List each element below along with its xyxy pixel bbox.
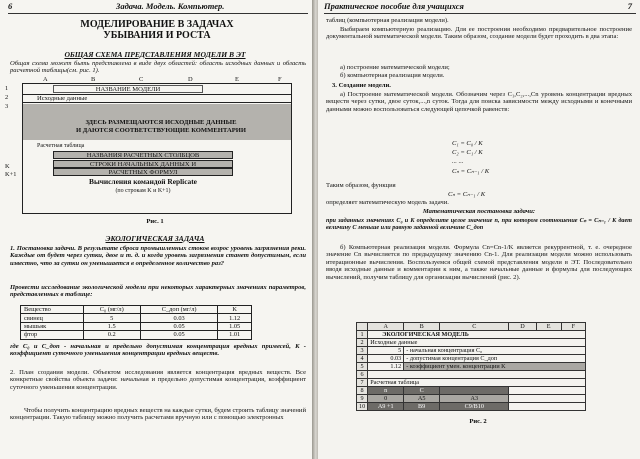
fig2-k-comment: - коэффициент умен. концентрации K (404, 363, 586, 371)
fig2-k-value: 1.12 (368, 363, 404, 371)
table-row (357, 339, 586, 347)
where-paragraph: где C₀ и C_доп - начальная и предельно допустимая концентрация вредных примесей, K - коэффициент суточного уменьшения концентрации вредных веществ. (10, 343, 306, 358)
fig1-col-c: C (139, 76, 144, 83)
value-cell: 0.05 (140, 322, 217, 330)
fig1-replicate: Вычисления командой Replicate (89, 177, 197, 186)
table-row (357, 395, 586, 403)
row-number: 6 (357, 371, 368, 379)
values-header-cell: K (218, 306, 252, 314)
fig1-row-1: 1 (5, 85, 9, 92)
table-row (357, 363, 586, 371)
values-header-cell: C_доп (мг/л) (140, 306, 217, 314)
fig2-c10: C9/B10 (440, 403, 509, 411)
fig1-table-label: Расчетная таблица (37, 143, 85, 149)
values-table (20, 305, 252, 340)
fig2-cdop-value: 0.03 (368, 355, 404, 363)
value-cell: 0.05 (140, 331, 217, 339)
fig1-model-name: НАЗВАНИЕ МОДЕЛИ (53, 85, 203, 93)
research-paragraph: Провести исследование экологической модели при некоторых характерных значениях параметров, представленных в таблице: (10, 284, 306, 299)
fig2-header-n: n (368, 387, 404, 395)
stage-a: а) построение математической модели; (340, 64, 450, 71)
fig2-caption: Рис. 2 (469, 418, 487, 425)
fig1-replicate-sub: (по строкам K и K+1) (115, 188, 171, 194)
value-cell: 0.03 (140, 314, 217, 322)
row-number: 3 (357, 347, 368, 355)
left-running-header (8, 0, 308, 14)
left-header-title: Задача. Модель. Компьютер. (116, 1, 225, 11)
left-page-number: 6 (8, 1, 13, 11)
fig1-row-k: K (5, 163, 10, 170)
math-statement-title: Математическая постановка задачи: (422, 208, 536, 215)
function-after: определяет математическую модель задачи. (326, 199, 449, 206)
plan-paragraph-2: Чтобы получить концентрацию вредных веществ на каждые сутки, будем строить таблицу значений концентрации. Такую таблицу можно получить расчетами вручную или с помощью электронных (10, 407, 306, 422)
fig1-input-note-2: И ДАЮТСЯ СООТВЕТСТВУЮЩИЕ КОММЕНТАРИИ (75, 127, 247, 134)
stage-b: б) компьютерная реализация модели. (340, 72, 445, 79)
fig1-col-a: A (43, 76, 48, 83)
fig2-corner (357, 323, 368, 331)
fig1-caption: Рис. 1 (146, 218, 164, 225)
row-number: 2 (357, 339, 368, 347)
fig2-col-f: F (561, 323, 585, 331)
table-row (357, 355, 586, 363)
equation-2: C₂ = C₁ / K (452, 149, 483, 156)
fig2-c0-comment: - начальная концентрация C₀ (404, 347, 586, 355)
fig2-n0: 0 (368, 395, 404, 403)
fig2-empty-cell (509, 403, 586, 411)
row-number: 8 (357, 387, 368, 395)
right-header-title: Практическое пособие для учащихся (324, 1, 464, 11)
fig1-col-d: D (188, 76, 193, 83)
fig2-a10: A9 +1 (368, 403, 404, 411)
fig2-b9: A5 (404, 395, 440, 403)
row-number: 1 (357, 331, 368, 339)
step-3-heading: 3. Создание модели. (332, 82, 391, 89)
function-intro: Таким образом, функция (326, 182, 396, 189)
values-header-cell: Вещество (21, 306, 84, 314)
substance-cell: фтор (21, 331, 84, 339)
value-cell: 1.12 (218, 314, 252, 322)
table-row (21, 322, 252, 330)
computer-implementation-paragraph: б) Компьютерная реализация модели. Формула Cn=Cn-1/K является рекуррентной, т. е. очередное значение Cn вычисляется по предыдущему значению Cn-1. Для реализации модели можно использовать итерационные вычисления. Воспользуемся общей схемой представления модели в ЭТ. Последовательно вводя исходные данные и комментарии к ним, а также начальные данные и формулы для последующих вычислений, получим таблицу для организации вычислений (рис. 2). (326, 244, 632, 281)
right-running-header (324, 0, 636, 14)
row-number: 9 (357, 395, 368, 403)
chapter-title-line-2: УБЫВАНИЯ И РОСТА (103, 30, 211, 41)
substance-cell: свинец (21, 314, 84, 322)
fig1-col-b: B (91, 76, 96, 83)
figure-1-schematic (5, 76, 292, 214)
value-cell: 1.5 (83, 322, 140, 330)
equation-n: Cₙ = Cₙ₋₁ / K (452, 168, 490, 175)
fig1-row-k1: K+1 (5, 171, 17, 178)
math-statement-text: при заданных значениях C₀ и K определите целое значение n, при котором соотношение Cₙ = Cₙ₋₁ / K дает величину C меньше или равную заданной величине C_доп (326, 217, 632, 231)
continuation-text: таблиц (компьютерная реализация модели). (326, 17, 449, 24)
section-heading-eco: ЭКОЛОГИЧЕСКАЯ ЗАДАЧА (105, 234, 205, 243)
fig1-row-3: 3 (5, 103, 9, 110)
right-page-number: 7 (627, 1, 632, 11)
fig1-init-rows-1: СТРОКИ НАЧАЛЬНЫХ ДАННЫХ И (53, 160, 233, 168)
intro-paragraph: Общая схема может быть представлена в виде двух областей: область исходных данных и область расчетной таблицы(см. рис. 1). (10, 60, 306, 75)
value-cell: 5 (83, 314, 140, 322)
table-row (21, 331, 252, 339)
table-row (357, 347, 586, 355)
fig2-input-label: Исходные данные (368, 339, 586, 347)
table-row (357, 371, 586, 379)
fig2-b10: B9 (404, 403, 440, 411)
fig2-table-label: Расчетная таблица (368, 379, 586, 387)
substance-cell: мышьяк (21, 322, 84, 330)
function-formula: Cₙ = Cₙ₋₁ / K (448, 191, 486, 198)
values-table-header (21, 306, 252, 314)
row-number: 4 (357, 355, 368, 363)
table-row (357, 379, 586, 387)
right-page (318, 0, 640, 459)
fig1-column-names: НАЗВАНИЯ РАСЧЕТНЫХ СТОЛБЦОВ (53, 151, 233, 159)
fig1-input-label: Исходные данные (23, 94, 291, 103)
values-header-cell: C₀ (мг/л) (83, 306, 140, 314)
row-number: 7 (357, 379, 368, 387)
table-row (357, 403, 586, 411)
fig1-col-f: F (278, 76, 282, 83)
math-model-paragraph: а) Построение математической модели. Обозначим через C₁,C₂,...,Cn уровень концентрации вредных веществ через сутки, двое суток,...,n суток. Тогда для поиска зависимости между исходными и конечными данными можно воспользоваться следующей цепочкой равенств: (326, 91, 632, 113)
fig2-col-a: A (368, 323, 404, 331)
figure-2-spreadsheet (356, 322, 586, 411)
fig2-col-d: D (509, 323, 536, 331)
fig1-col-e: E (235, 76, 239, 83)
task-paragraph: 1. Постановка задачи. В результате сброса промышленных стоков возрос уровень загрязнения реки. Каждые от будет через сутки, двое и т. д. и когда уровень загрязнения станет допустимым, если известно, что за сутки он уменьшается в определенное количество раз? (10, 245, 306, 267)
equation-dots: ... ... (452, 158, 464, 165)
fig2-header-c: C (404, 387, 440, 395)
fig2-col-e: E (536, 323, 561, 331)
fig2-empty-cell (509, 387, 586, 395)
fig2-c9: A3 (440, 395, 509, 403)
value-cell: 1.01 (218, 331, 252, 339)
value-cell: 1.05 (218, 322, 252, 330)
plan-paragraph: 2. План создания модели. Объектом исследования является концентрация вредных веществ. Все конкретные свойства объекта задачи: начальная и предельно допустимая концентрация, коэффициент суточного уменьшения концентрации. (10, 369, 306, 391)
fig2-col-b: B (404, 323, 440, 331)
fig1-init-rows-2: РАСЧЕТНЫХ ФОРМУЛ (53, 168, 233, 176)
fig2-c0-value: 5 (368, 347, 404, 355)
fig2-title: ЭКОЛОГИЧЕСКАЯ МОДЕЛЬ (368, 331, 586, 339)
section-heading-scheme: ОБЩАЯ СХЕМА ПРЕДСТАВЛЕНИЯ МОДЕЛИ В ЭТ (64, 50, 246, 59)
left-page (0, 0, 312, 459)
row-number: 10 (357, 403, 368, 411)
fig1-row-2: 2 (5, 94, 9, 101)
fig2-column-headers (357, 323, 586, 331)
table-row (21, 314, 252, 322)
table-row (357, 331, 586, 339)
equation-1: C₁ = C₀ / K (452, 140, 483, 147)
fig2-empty-cell (509, 395, 586, 403)
table-row (357, 387, 586, 395)
fig2-header-blank (440, 387, 509, 395)
implementation-paragraph: Выбираем компьютерную реализацию. Для ее построения необходимо предварительное построение документальной математической модели. Таким образом, создание модели будет проходить в два этапа: (326, 26, 632, 41)
row-number: 5 (357, 363, 368, 371)
fig2-empty-row (368, 371, 586, 379)
fig2-cdop-comment: - допустимая концентрация C_доп (404, 355, 586, 363)
fig1-input-note-1: ЗДЕСЬ РАЗМЕЩАЮТСЯ ИСХОДНЫЕ ДАННЫЕ (85, 119, 237, 126)
chapter-title-line-1: МОДЕЛИРОВАНИЕ В ЗАДАЧАХ (80, 19, 234, 30)
value-cell: 0.2 (83, 331, 140, 339)
fig2-col-c: C (440, 323, 509, 331)
